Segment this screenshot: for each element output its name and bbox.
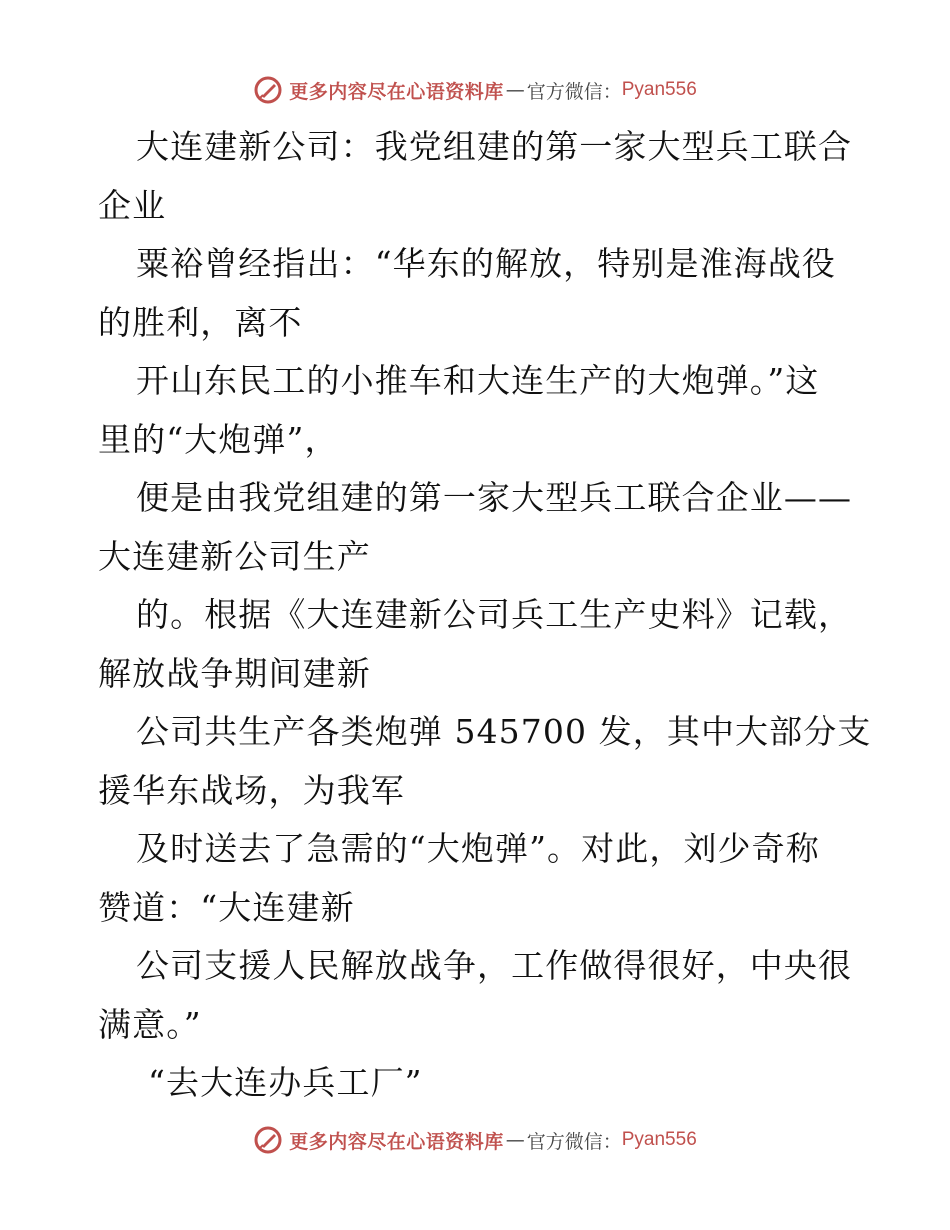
text-line: 便是由我党组建的第一家大型兵工联合企业—— xyxy=(136,478,853,517)
text-line: 大连建新公司生产 xyxy=(98,536,371,576)
watermark-wechat-id: Pyan556 xyxy=(621,79,697,100)
text-line: 开山东民工的小推车和大连生产的大炮弹。”这 xyxy=(136,361,820,400)
watermark-wechat-label: 官方微信： xyxy=(526,1130,622,1153)
footer-watermark xyxy=(0,1120,950,1160)
watermark-site-text: 更多内容尽在心语资料库 xyxy=(289,1130,504,1153)
text-line: 公司支援人民解放战争，工作做得很好，中央很 xyxy=(136,946,853,985)
watermark-wechat-id: Pyan556 xyxy=(621,1129,697,1150)
watermark-site-text: 更多内容尽在心语资料库 xyxy=(289,80,504,103)
text-line: 的。根据《大连建新公司兵工生产史料》记载， xyxy=(136,595,853,634)
header-watermark xyxy=(0,70,950,110)
text-line: 公司共生产各类炮弹 545700 发，其中大部分支 xyxy=(136,712,872,751)
quill-logo-icon xyxy=(253,1125,283,1155)
text-line: 里的“大炮弹”， xyxy=(98,419,339,459)
article-body xyxy=(98,118,872,1113)
text-line: 满意。” xyxy=(98,1004,202,1044)
watermark-dash: — xyxy=(505,79,525,101)
watermark-wechat-label: 官方微信： xyxy=(526,80,622,103)
text-line: 大连建新公司：我党组建的第一家大型兵工联合 xyxy=(136,127,853,166)
text-line: 的胜利，离不 xyxy=(98,302,303,342)
text-line: 企业 xyxy=(98,185,167,225)
text-line: 粟裕曾经指出：“华东的解放，特别是淮海战役 xyxy=(136,244,836,283)
text-line: 解放战争期间建新 xyxy=(98,653,371,693)
section-heading: “去大连办兵工厂” xyxy=(148,1063,423,1102)
quill-logo-icon xyxy=(253,75,283,105)
text-line: 及时送去了急需的“大炮弹”。对此，刘少奇称 xyxy=(136,829,820,868)
text-line: 援华东战场，为我军 xyxy=(98,770,405,810)
text-line: 赞道：“大连建新 xyxy=(98,887,355,927)
watermark-dash: — xyxy=(505,1129,525,1151)
